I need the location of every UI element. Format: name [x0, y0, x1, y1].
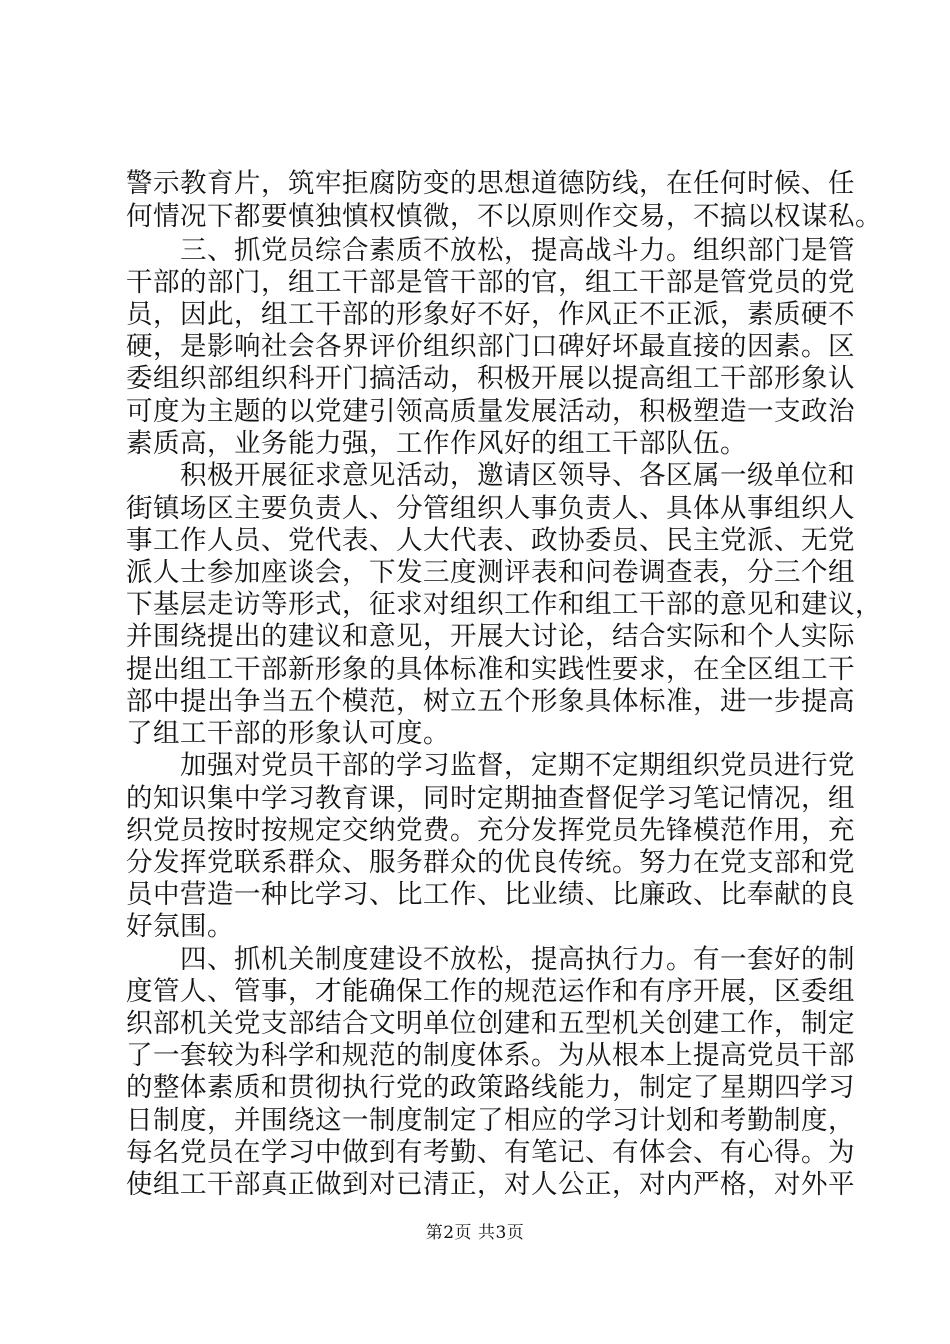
text-line: 下基层走访等形式，征求对组织工作和组工干部的意见和建议，	[126, 589, 882, 620]
text-line: 提出组工干部新形象的具体标准和实践性要求，在全区组工干	[126, 654, 855, 685]
text-line: 员中营造一种比学习、比工作、比业绩、比廉政、比奉献的良	[126, 879, 855, 910]
text-line: 了一套较为科学和规范的制度体系。为从根本上提高党员干部	[126, 1040, 855, 1071]
text-line: 街镇场区主要负责人、分管组织人事负责人、具体从事组织人	[126, 493, 855, 524]
text-line: 积极开展征求意见活动，邀请区领导、各区属一级单位和	[126, 460, 855, 491]
text-line: 素质高，业务能力强，工作作风好的组工干部队伍。	[126, 428, 747, 459]
page-number-footer: 第2页 共3页	[425, 1223, 525, 1243]
text-line: 员，因此，组工干部的形象好不好，作风正不正派，素质硬不	[126, 299, 855, 330]
text-line: 分发挥党联系群众、服务群众的优良传统。努力在党支部和党	[126, 847, 855, 878]
text-line: 硬，是影响社会各界评价组织部门口碑好坏最直接的因素。区	[126, 331, 855, 362]
text-line: 事工作人员、党代表、人大代表、政协委员、民主党派、无党	[126, 525, 855, 556]
text-line: 可度为主题的以党建引领高质量发展活动，积极塑造一支政治	[126, 396, 855, 427]
text-line: 日制度，并围绕这一制度制定了相应的学习计划和考勤制度，	[126, 1105, 855, 1136]
text-line: 委组织部组织科开门搞活动，积极开展以提高组工干部形象认	[126, 363, 855, 394]
text-line: 干部的部门，组工干部是管干部的官，组工干部是管党员的党	[126, 267, 855, 298]
text-line: 加强对党员干部的学习监督，定期不定期组织党员进行党	[126, 750, 855, 781]
text-line: 的整体素质和贯彻执行党的政策路线能力，制定了星期四学习	[126, 1072, 855, 1103]
text-line: 的知识集中学习教育课，同时定期抽查督促学习笔记情况，组	[126, 783, 855, 814]
text-line: 织部机关党支部结合文明单位创建和五型机关创建工作，制定	[126, 1008, 855, 1039]
text-line: 三、抓党员综合素质不放松，提高战斗力。组织部门是管	[126, 235, 855, 266]
text-line: 四、抓机关制度建设不放松，提高执行力。有一套好的制	[126, 944, 855, 975]
text-line: 每名党员在学习中做到有考勤、有笔记、有体会、有心得。为	[126, 1137, 855, 1168]
text-line: 警示教育片，筑牢拒腐防变的思想道德防线，在任何时候、任	[126, 168, 855, 199]
text-line: 织党员按时按规定交纳党费。充分发挥党员先锋模范作用，充	[126, 815, 855, 846]
text-line: 并围绕提出的建议和意见，开展大讨论，结合实际和个人实际	[126, 621, 855, 652]
text-line: 派人士参加座谈会，下发三度测评表和问卷调查表，分三个组	[126, 557, 855, 588]
text-line: 度管人、管事，才能确保工作的规范运作和有序开展，区委组	[126, 976, 855, 1007]
text-line: 使组工干部真正做到对已清正，对人公正，对内严格，对外平	[126, 1169, 855, 1200]
text-line: 好氛围。	[126, 911, 234, 942]
text-line: 了组工干部的形象认可度。	[126, 718, 450, 749]
text-line: 何情况下都要慎独慎权慎微，不以原则作交易，不搞以权谋私。	[126, 201, 882, 232]
text-line: 部中提出争当五个模范，树立五个形象具体标准，进一步提高	[126, 686, 855, 717]
